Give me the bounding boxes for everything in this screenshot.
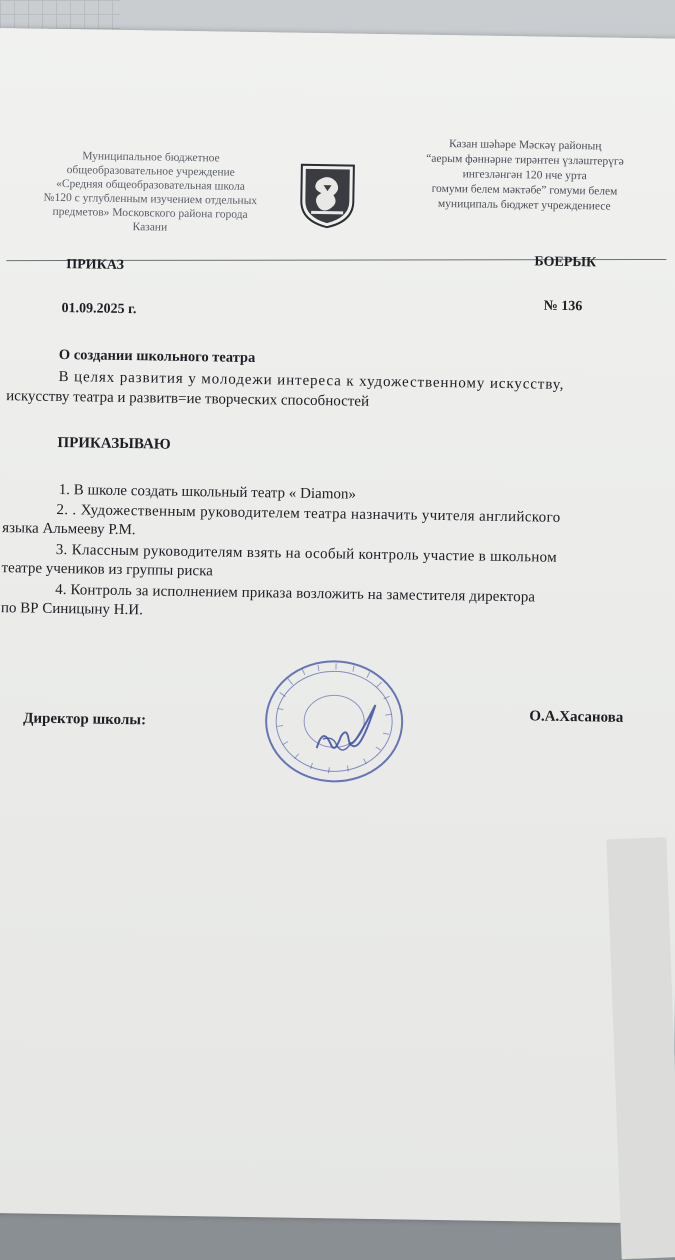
signature-name: О.А.Хасанова <box>529 708 624 726</box>
header-right-block <box>389 136 660 215</box>
header-right-line: Казан шәһәре Мәскәү районың <box>448 138 602 153</box>
coat-of-arms-icon <box>297 161 358 230</box>
header-right-line: “аерым фәннәрне тирәнтен үзләштерүгә <box>426 152 624 168</box>
paper-edge-shadow <box>606 837 675 1259</box>
order-item-3-cont: театре учеников из группы риска <box>1 560 213 580</box>
order-item-3: 3. Классным руководителям взять на особый контроль участие в школьном <box>55 541 558 566</box>
order-date: 01.09.2025 г. <box>61 301 137 318</box>
header-left-line: №120 с углубленным изучением отдельных <box>43 191 258 208</box>
header-right-line: ингезләнгән 120 нче урта <box>462 168 587 183</box>
header-left-line: «Средняя общеобразовательная школа <box>56 177 246 193</box>
preamble-line-2: искусству театра и развитв=ие творческих способностей <box>6 388 370 410</box>
order-item-4-cont: по ВР Синицыну Н.И. <box>0 600 144 619</box>
order-title-ru: ПРИКАЗ <box>66 257 125 273</box>
order-item-2-cont: языка Альмееву Р.М. <box>2 520 136 539</box>
order-item-2: 2. . Художественным руководителем театра назначить учителя английского <box>56 501 561 526</box>
order-number: № 136 <box>543 298 583 315</box>
order-item-4: 4. Контроль за исполнением приказа возложить на заместителя директора <box>55 581 536 606</box>
preamble-line-1: В целях развития у молодежи интереса к художественному искусству, <box>58 368 565 393</box>
order-item-1: 1. В школе создать школьный театр « Diamon» <box>58 481 357 503</box>
header-left-line: Муниципальное бюджетное <box>82 150 220 165</box>
order-subject: О создании школьного театра <box>58 346 256 367</box>
header-left-line: предметов» Московского района города <box>52 205 248 221</box>
document-page <box>0 28 675 1224</box>
official-seal-icon <box>258 652 410 794</box>
order-command: ПРИКАЗЫВАЮ <box>57 434 171 453</box>
order-title-tt: БОЕРЫК <box>534 254 597 271</box>
header-left-line: общеобразовательное учреждение <box>66 164 235 179</box>
header-left-block <box>15 148 286 236</box>
header-left-line: Казани <box>132 221 168 234</box>
header-right-line: муниципаль бюджет учреждениесе <box>437 197 611 213</box>
header-right-line: гомуми белем мәктәбе” гомуми белем <box>431 182 618 198</box>
signature-role: Директор школы: <box>23 710 147 729</box>
